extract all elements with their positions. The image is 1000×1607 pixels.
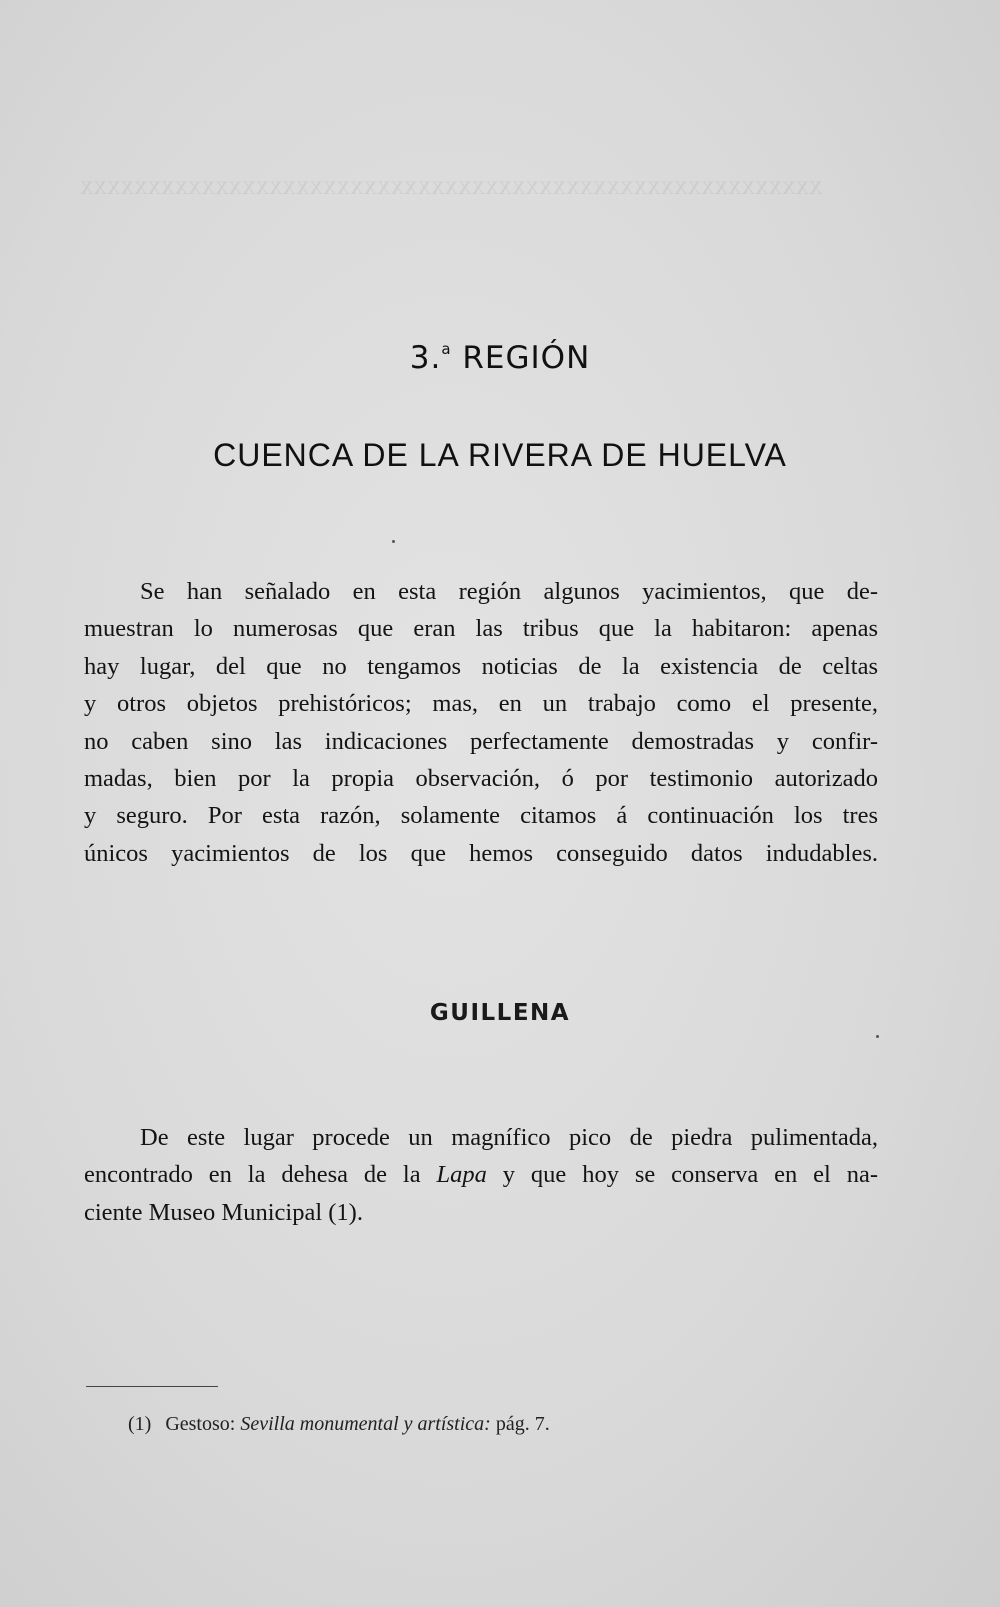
region-ordinal-suffix: a: [441, 340, 452, 358]
paragraph-line: y otros objetos prehistóricos; mas, en un trabajo como el presente,: [84, 690, 878, 718]
paragraph-line: ciente Museo Municipal (1).: [84, 1198, 363, 1226]
paragraph-line: [84, 1156, 878, 1193]
paragraph-line: muestran lo numerosas que eran las tribus que la habitaron: apenas: [84, 615, 878, 643]
paragraph-line: Se han señalado en esta región algunos yacimientos, que de-: [140, 578, 878, 605]
ink-speck: [876, 1035, 879, 1038]
region-number: 3.: [409, 340, 442, 376]
place-name-italic: Lapa: [436, 1161, 487, 1189]
paragraph-line: hay lugar, del que no tengamos noticias de la existencia de celtas: [84, 652, 878, 680]
region-title: [0, 340, 1000, 376]
footnote-title: Sevilla monumental y artística:: [240, 1413, 491, 1435]
paragraph-text: y que hoy se conserva en el na-: [486, 1161, 879, 1189]
ink-speck: [392, 540, 395, 543]
town-heading: GUILLENA: [429, 1000, 571, 1026]
paragraph-text: encontrado en la dehesa de la: [84, 1161, 437, 1189]
region-label: REGIÓN: [462, 340, 591, 376]
footnote: [128, 1413, 550, 1436]
paragraph-line: y seguro. Por esta razón, solamente citamos á continuación los tres: [84, 802, 878, 830]
town-paragraph: [84, 1119, 878, 1231]
paragraph-line: madas, bien por la propia observación, ó por testimonio autorizado: [84, 765, 878, 793]
book-page: xxxxxxxxxxxxxxxxxxxxxxxxxxxxxxxxxxxxxxxxxxxxxxxxxxxxxxx 3.$^a$ REGIÓN CUENCA DE LA RIVERA DE HUELVA Se han señalado en esta región algunos yacimientos, que de- muestran lo numerosas que eran las tribus que la habitaron: apenas hay lugar, del que no tengamos noticias de la existencia de celtas y otros objetos prehistóricos; mas, en un trabajo como el presente, no caben sino las indicaciones perfectamente demostradas y confir- madas, bien por la propia observación, ó por testimonio autorizado y seguro. Por esta razón, solamente citamos á continuación los tres únicos yacimientos de los que hemos conseguido datos indudables. GUILLENA De este lugar procede un magnífico pico de piedra pulimentada, encontrado en la dehesa de la Lapa y que hoy se conserva en el na- ciente Museo Municipal (1). (1) Gestoso: Sevilla monumental y artística: pág. 7.: [0, 0, 1000, 1607]
footnote-divider: [86, 1386, 218, 1387]
footnote-author: Gestoso:: [165, 1413, 236, 1435]
basin-title: CUENCA DE LA RIVERA DE HUELVA: [213, 437, 787, 473]
paragraph-line: no caben sino las indicaciones perfectamente demostradas y confir-: [84, 727, 878, 755]
footnote-page: pág. 7.: [495, 1413, 550, 1435]
paragraph-line: De este lugar procede un magnífico pico de piedra pulimentada,: [140, 1124, 878, 1151]
footnote-number: (1): [128, 1413, 152, 1435]
paragraph-line: únicos yacimientos de los que hemos conseguido datos indudables.: [84, 839, 878, 867]
intro-paragraph: [84, 573, 878, 872]
